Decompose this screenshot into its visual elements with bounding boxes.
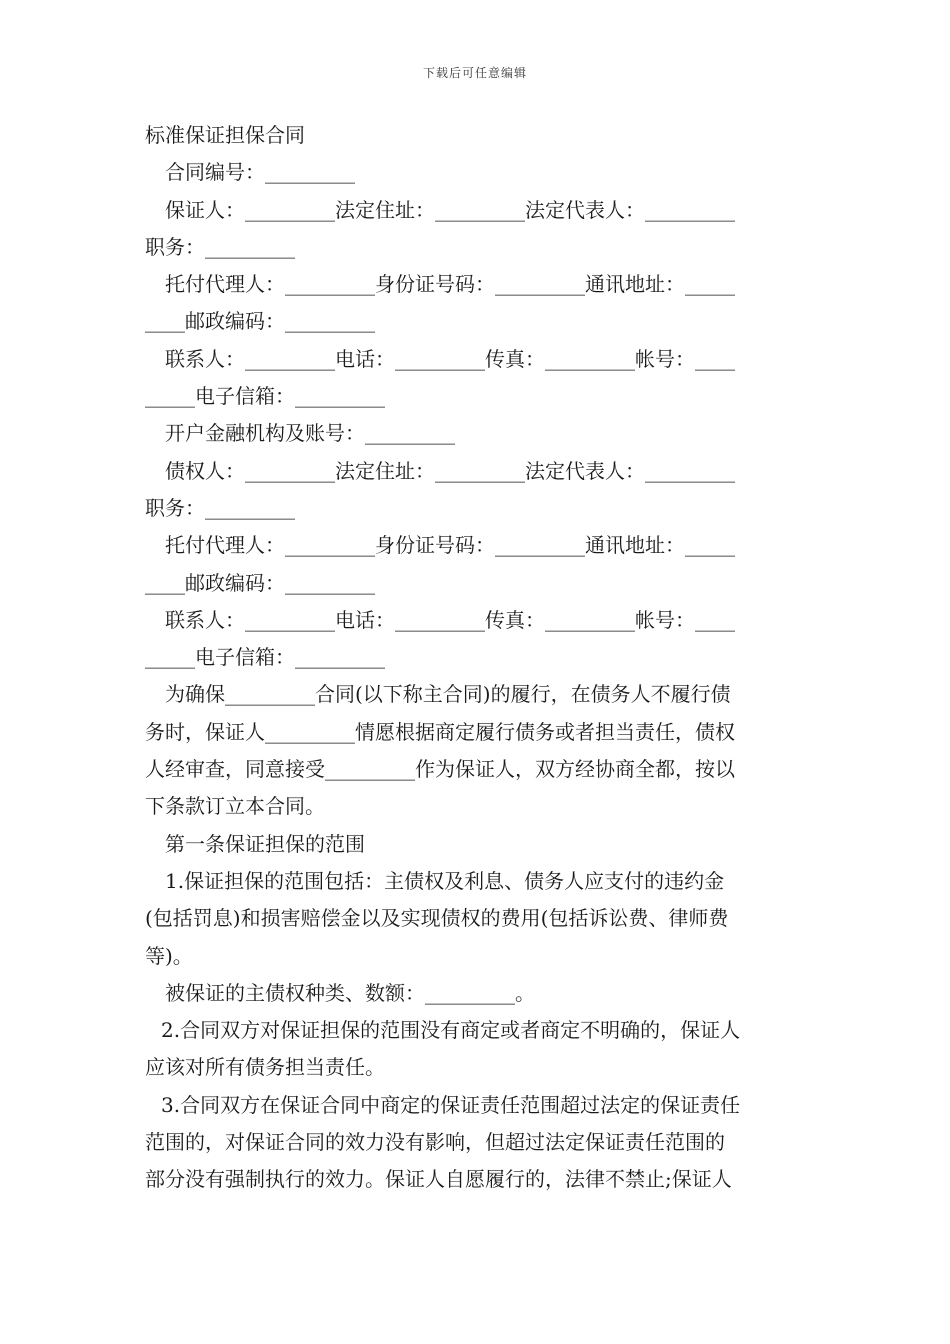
creditor-postcode-line: ____邮政编码：_________ [145, 570, 375, 595]
guarantor-position-line: 职务：_________ [145, 234, 295, 259]
guarantor-line: 保证人：_________法定住址：_________法定代表人：_________ [165, 197, 735, 222]
contract-number-line: 合同编号：_________ [165, 160, 355, 185]
preamble-line-3: 人经审查，同意接受_________作为保证人，双方经协商全都，按以 [145, 757, 735, 782]
guarantor-email-line: _____电子信箱：_________ [145, 384, 385, 409]
clause-2-line-2: 应该对所有债务担当责任。 [145, 1055, 385, 1080]
clause-1-line-3: 等)。 [145, 943, 193, 968]
creditor-agent-line: 托付代理人：_________身份证号码：_________通讯地址：_____ [165, 533, 735, 558]
clause-3-line-3: 部分没有强制执行的效力。保证人自愿履行的，法律不禁止;保证人 [145, 1167, 732, 1192]
document-title: 标准保证担保合同 [145, 123, 305, 147]
clause-2-line-1: 2.合同双方对保证担保的范围没有商定或者商定不明确的，保证人 [161, 1018, 741, 1043]
secured-debt-line: 被保证的主债权种类、数额：_________。 [165, 980, 535, 1005]
guarantor-postcode-line: ____邮政编码：_________ [145, 309, 375, 334]
guarantor-contact-line: 联系人：_________电话：_________传真：_________帐号：____ [165, 346, 735, 371]
preamble-line-4: 下条款订立本合同。 [145, 794, 325, 819]
clause-3-line-1: 3.合同双方在保证合同中商定的保证责任范围超过法定的保证责任 [161, 1092, 741, 1117]
clause-3-line-2: 范围的，对保证合同的效力没有影响，但超过法定保证责任范围的 [145, 1130, 725, 1155]
contract-body [145, 117, 807, 1199]
bank-account-line: 开户金融机构及账号：_________ [165, 421, 455, 446]
guarantor-agent-line: 托付代理人：_________身份证号码：_________通讯地址：_____ [165, 272, 735, 297]
clause-1-line-2: (包括罚息)和损害赔偿金以及实现债权的费用(包括诉讼费、律师费 [145, 906, 729, 931]
clause-1-line-1: 1.保证担保的范围包括：主债权及利息、债务人应支付的违约金 [165, 868, 725, 893]
preamble-line-2: 务时，保证人_________情愿根据商定履行债务或者担当责任，债权 [145, 719, 735, 744]
creditor-position-line: 职务：_________ [145, 495, 295, 520]
creditor-email-line: _____电子信箱：_________ [145, 645, 385, 670]
page-header-note: 下载后可任意编辑 [422, 66, 527, 80]
creditor-contact-line: 联系人：_________电话：_________传真：_________帐号：____ [165, 607, 735, 632]
preamble-line-1: 为确保_________合同(以下称主合同)的履行，在债务人不履行债 [165, 682, 731, 707]
article-1-heading: 第一条保证担保的范围 [165, 831, 365, 856]
creditor-line: 债权人：_________法定住址：_________法定代表人：_________ [165, 458, 735, 483]
